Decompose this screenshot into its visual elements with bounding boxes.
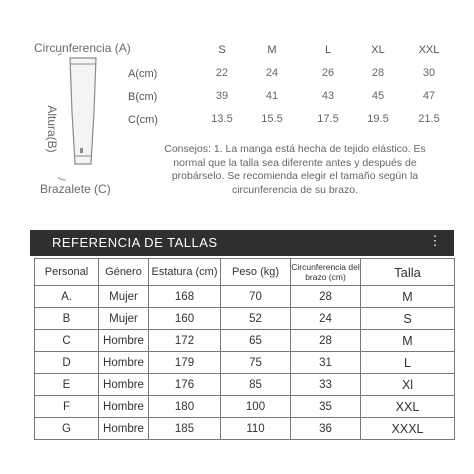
cell-arm: 33: [291, 374, 361, 396]
more-options-icon[interactable]: ⋮: [428, 233, 442, 248]
cell-height: 179: [149, 352, 221, 374]
row-label-a: A(cm): [128, 68, 158, 80]
cell-a-l: 26: [321, 67, 335, 79]
cell-height: 168: [149, 286, 221, 308]
reference-title: REFERENCIA DE TALLAS: [52, 235, 218, 250]
size-header-xxl: XXL: [418, 44, 440, 56]
cell-weight: 100: [221, 396, 291, 418]
cell-b-s: 39: [215, 90, 229, 102]
cell-size: XXL: [361, 396, 455, 418]
cell-arm: 36: [291, 418, 361, 440]
cell-arm: 28: [291, 330, 361, 352]
cell-weight: 110: [221, 418, 291, 440]
size-header-xl: XL: [371, 44, 385, 56]
cell-c-m: 15.5: [261, 113, 283, 125]
size-header-s: S: [218, 44, 226, 56]
cell-c-xl: 19.5: [367, 113, 389, 125]
header-size: Talla: [361, 259, 455, 286]
cell-gender: Hombre: [99, 352, 149, 374]
cell-gender: Hombre: [99, 374, 149, 396]
cell-height: 176: [149, 374, 221, 396]
cell-weight: 52: [221, 308, 291, 330]
cell-gender: Hombre: [99, 418, 149, 440]
header-weight: Peso (kg): [221, 259, 291, 286]
cuff-c-label: Brazalete (C): [40, 182, 111, 196]
cell-size: M: [361, 330, 455, 352]
sleeve-diagram: [58, 52, 108, 182]
table-row: [35, 374, 455, 396]
sizing-tips: Consejos: 1. La manga está hecha de tejido elástico. Es normal que la talla sea diferente antes y después de probárselo. Se recomienda elegir el tamaño según la circunferencia de su brazo.: [164, 143, 426, 196]
cell-weight: 85: [221, 374, 291, 396]
cell-a-s: 22: [215, 67, 229, 79]
sleeve-tag: [80, 148, 83, 153]
cell-arm: 24: [291, 308, 361, 330]
cell-height: 185: [149, 418, 221, 440]
cell-size: S: [361, 308, 455, 330]
header-arm-circumference: Circunferencia del brazo (cm): [291, 259, 361, 286]
cell-arm: 28: [291, 286, 361, 308]
cell-arm: 31: [291, 352, 361, 374]
cell-c-s: 13.5: [211, 113, 233, 125]
cell-b-xxl: 47: [422, 90, 436, 102]
cell-height: 180: [149, 396, 221, 418]
cell-weight: 70: [221, 286, 291, 308]
cell-arm: 35: [291, 396, 361, 418]
cell-a-xl: 28: [371, 67, 385, 79]
size-reference-table: [34, 258, 455, 440]
table-row: [35, 308, 455, 330]
cell-height: 172: [149, 330, 221, 352]
cell-size: L: [361, 352, 455, 374]
cell-personal: C: [35, 330, 99, 352]
table-row: [35, 352, 455, 374]
header-gender: Género: [99, 259, 149, 286]
table-row: [35, 286, 455, 308]
cell-b-l: 43: [321, 90, 335, 102]
cell-size: M: [361, 286, 455, 308]
cell-gender: Mujer: [99, 308, 149, 330]
cell-gender: Mujer: [99, 286, 149, 308]
circumference-a-label: Circunferencia (A): [34, 41, 131, 55]
height-b-label: Altura(B): [45, 105, 59, 153]
cell-size: XXXL: [361, 418, 455, 440]
cell-c-xxl: 21.5: [418, 113, 440, 125]
size-header-l: L: [324, 44, 332, 56]
cell-c-l: 17.5: [317, 113, 339, 125]
row-label-b: B(cm): [128, 91, 158, 103]
table-row: [35, 330, 455, 352]
cell-b-m: 41: [265, 90, 279, 102]
cell-personal: B: [35, 308, 99, 330]
row-label-c: C(cm): [128, 114, 158, 126]
cell-personal: E: [35, 374, 99, 396]
cell-b-xl: 45: [371, 90, 385, 102]
cell-personal: G: [35, 418, 99, 440]
cuff-bracket-line: [58, 172, 66, 180]
cell-gender: Hombre: [99, 396, 149, 418]
height-bracket-line: [58, 54, 62, 172]
cell-height: 160: [149, 308, 221, 330]
cell-size: Xl: [361, 374, 455, 396]
cell-weight: 65: [221, 330, 291, 352]
table-header-row: [35, 259, 455, 286]
header-personal: Personal: [35, 259, 99, 286]
cell-gender: Hombre: [99, 330, 149, 352]
cell-personal: D: [35, 352, 99, 374]
size-header-m: M: [267, 44, 277, 56]
cell-personal: F: [35, 396, 99, 418]
table-row: [35, 418, 455, 440]
cell-a-xxl: 30: [422, 67, 436, 79]
table-row: [35, 396, 455, 418]
header-height: Estatura (cm): [149, 259, 221, 286]
cell-personal: A.: [35, 286, 99, 308]
cell-weight: 75: [221, 352, 291, 374]
cell-a-m: 24: [265, 67, 279, 79]
